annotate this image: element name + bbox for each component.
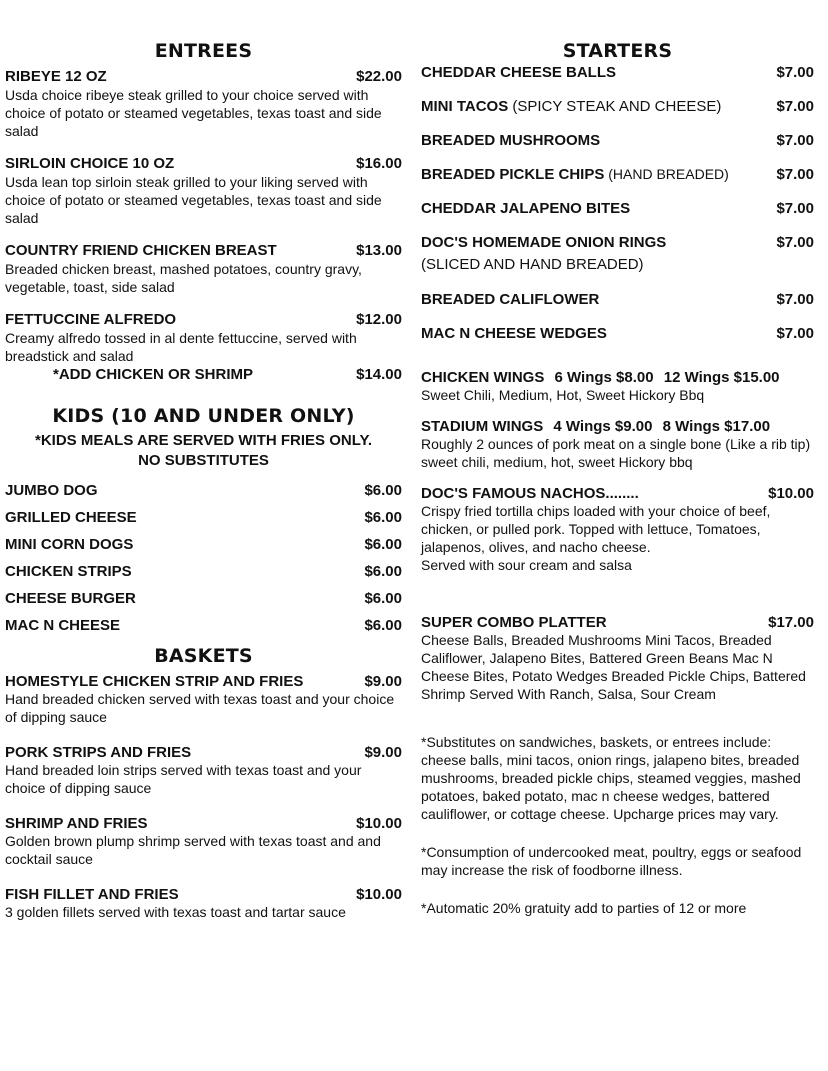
menu-item-chicken-strip-basket: [5, 673, 402, 726]
item-description: Golden brown plump shrimp served with texas toast and and cocktail sauce: [5, 833, 381, 867]
item-name: FETTUCCINE ALFREDO: [5, 311, 177, 328]
item-name: PORK STRIPS AND FRIES: [5, 744, 192, 761]
item-price: $6.00: [364, 590, 402, 607]
item-name: DOC'S HOMEMADE ONION RINGS: [421, 234, 667, 251]
item-price: $9.00: [364, 673, 402, 690]
kids-list: [5, 477, 402, 639]
item-name: CHEDDAR JALAPENO BITES: [421, 200, 631, 217]
item-description: Sweet Chili, Medium, Hot, Sweet Hickory Bbq: [421, 387, 705, 403]
item-name: JUMBO DOG: [5, 482, 98, 499]
item-name: CHICKEN WINGS: [421, 369, 545, 386]
list-item: [421, 291, 814, 325]
menu-item-super-combo: [421, 614, 814, 703]
item-description: Usda choice ribeye steak grilled to your choice served with choice of potato or steamed vegetables, texas toast and side salad: [5, 87, 382, 139]
entrees-list: [5, 68, 402, 383]
item-name: MINI TACOS: [421, 98, 509, 115]
menu-item-shrimp-basket: [5, 815, 402, 868]
addon-price: $14.00: [356, 366, 402, 383]
menu-item-pork-strips-basket: [5, 744, 402, 797]
list-item: [5, 504, 402, 531]
item-name: MINI CORN DOGS: [5, 536, 134, 553]
item-name: GRILLED CHEESE: [5, 509, 137, 526]
item-description: Hand breaded loin strips served with texas toast and your choice of dipping sauce: [5, 762, 362, 796]
item-description: Creamy alfredo tossed in al dente fettuccine, served with breadstick and salad: [5, 330, 357, 364]
menu-item-stadium-wings: [421, 418, 814, 471]
item-name: RIBEYE 12 OZ: [5, 68, 107, 85]
wing-option-2: 8 Wings $17.00: [662, 418, 771, 435]
baskets-title: BASKETS: [154, 645, 253, 667]
item-description: Hand breaded chicken served with texas toast and your choice of dipping sauce: [5, 691, 395, 725]
list-item: [5, 531, 402, 558]
right-column: [421, 40, 814, 933]
substitutes-note: *Substitutes on sandwiches, baskets, or entrees include: cheese balls, mini tacos, onion rings, jalapeno bites, breaded mushrooms, breaded pickle chips, steamed veggies, mashed potatoes, baked potato, mac n cheese wedges, battered cauliflower, or cottage cheese. Upcharge prices may vary.: [421, 734, 801, 822]
starters-title: STARTERS: [562, 40, 673, 62]
item-price: $12.00: [356, 311, 402, 328]
addon-label: *ADD CHICKEN OR SHRIMP: [53, 366, 254, 383]
wing-option-1: 4 Wings $9.00: [553, 418, 653, 435]
item-price: $7.00: [776, 64, 814, 81]
menu-item-sirloin: [5, 155, 402, 227]
item-price: $22.00: [356, 68, 402, 85]
item-name: MAC N CHEESE WEDGES: [421, 325, 607, 342]
item-price: $10.00: [768, 485, 814, 502]
addon-chicken-shrimp: [5, 366, 402, 383]
item-price: $7.00: [776, 325, 814, 342]
menu-item-fettuccine: [5, 311, 402, 383]
item-price: $10.00: [356, 886, 402, 903]
item-name: MAC N CHEESE: [5, 617, 121, 634]
item-extra: (SPICY STEAK AND CHEESE): [508, 98, 722, 115]
item-name: CHEESE BURGER: [5, 590, 136, 607]
item-description: Cheese Balls, Breaded Mushrooms Mini Tacos, Breaded Califlower, Jalapeno Bites, Battered Green Beans Mac N Cheese Bites, Potato Wedges Breaded Pickle Chips, Battered Shrimp Served With Ranch, Salsa, Sour Cream: [421, 632, 806, 702]
item-name: BREADED MUSHROOMS: [421, 132, 601, 149]
item-price: $10.00: [356, 815, 402, 832]
list-item: [421, 166, 814, 200]
list-item: [421, 64, 814, 98]
item-name: COUNTRY FRIEND CHICKEN BREAST: [5, 242, 277, 259]
menu-item-nachos: [421, 485, 814, 574]
item-price: $7.00: [776, 98, 814, 115]
item-name: BREADED PICKLE CHIPS: [421, 166, 605, 183]
item-price: $6.00: [364, 482, 402, 499]
item-price: $7.00: [776, 132, 814, 149]
item-name: FISH FILLET AND FRIES: [5, 886, 179, 903]
item-price: $17.00: [768, 614, 814, 631]
item-name: BREADED CALIFLOWER: [421, 291, 600, 308]
item-description-2: Served with sour cream and salsa: [421, 557, 632, 573]
item-price: $6.00: [364, 563, 402, 580]
menu-item-fish-basket: [5, 886, 402, 921]
item-name: SIRLOIN CHOICE 10 OZ: [5, 155, 175, 172]
list-item: [5, 558, 402, 585]
item-name: CHEDDAR CHEESE BALLS: [421, 64, 617, 81]
kids-note-line-1: *KIDS MEALS ARE SERVED WITH FRIES ONLY.: [35, 432, 372, 449]
kids-note-line-2: NO SUBSTITUTES: [138, 452, 269, 469]
baskets-list: [5, 673, 402, 921]
item-name: SUPER COMBO PLATTER: [421, 614, 607, 631]
list-item: [5, 585, 402, 612]
kids-title: KIDS (10 AND UNDER ONLY): [52, 405, 355, 427]
item-price: $6.00: [364, 509, 402, 526]
item-price: $7.00: [776, 166, 814, 183]
item-price: $7.00: [776, 200, 814, 217]
item-name: HOMESTYLE CHICKEN STRIP AND FRIES: [5, 673, 304, 690]
item-price: $16.00: [356, 155, 402, 172]
item-name: STADIUM WINGS: [421, 418, 544, 435]
gratuity-note: *Automatic 20% gratuity add to parties of 12 or more: [421, 900, 747, 916]
item-price: $6.00: [364, 536, 402, 553]
list-item: [421, 98, 814, 132]
kids-note: [5, 431, 402, 471]
item-description: Roughly 2 ounces of pork meat on a single bone (Like a rib tip) sweet chili, medium, hot, sweet Hickory bbq: [421, 436, 811, 470]
item-name: CHICKEN STRIPS: [5, 563, 132, 580]
left-column: [5, 40, 402, 939]
list-item: [421, 200, 814, 234]
item-name: DOC'S FAMOUS NACHOS........: [421, 485, 639, 502]
consumption-note: *Consumption of undercooked meat, poultry, eggs or seafood may increase the risk of foodborne illness.: [421, 844, 802, 878]
item-price: $9.00: [364, 744, 402, 761]
menu-item-country-chicken: [5, 242, 402, 296]
item-price: $6.00: [364, 617, 402, 634]
item-description: Breaded chicken breast, mashed potatoes, country gravy, vegetable, toast, side salad: [5, 261, 362, 295]
menu-item-onion-rings: [421, 234, 814, 291]
item-name: SHRIMP AND FRIES: [5, 815, 148, 832]
list-item: [421, 132, 814, 166]
item-price: $7.00: [776, 291, 814, 308]
wing-option-2: 12 Wings $15.00: [663, 369, 780, 386]
menu-item-ribeye: [5, 68, 402, 140]
starters-list: [421, 64, 814, 359]
item-description: Crispy fried tortilla chips loaded with your choice of beef, chicken, or pulled pork. Topped with lettuce, Tomatoes, jalapenos, olives, and nacho cheese.: [421, 503, 771, 555]
list-item: [421, 325, 814, 359]
item-description: (SLICED AND HAND BREADED): [421, 256, 644, 273]
item-price: $13.00: [356, 242, 402, 259]
item-extra: (HAND BREADED): [604, 166, 729, 182]
list-item: [5, 612, 402, 639]
item-price: $7.00: [776, 234, 814, 251]
wing-option-1: 6 Wings $8.00: [554, 369, 654, 386]
item-description: 3 golden fillets served with texas toast and tartar sauce: [5, 904, 346, 920]
item-description: Usda lean top sirloin steak grilled to your liking served with choice of potato or steamed vegetables, texas toast and side salad: [5, 174, 382, 226]
list-item: [5, 477, 402, 504]
entrees-title: ENTREES: [154, 40, 253, 62]
menu-item-chicken-wings: [421, 369, 814, 404]
